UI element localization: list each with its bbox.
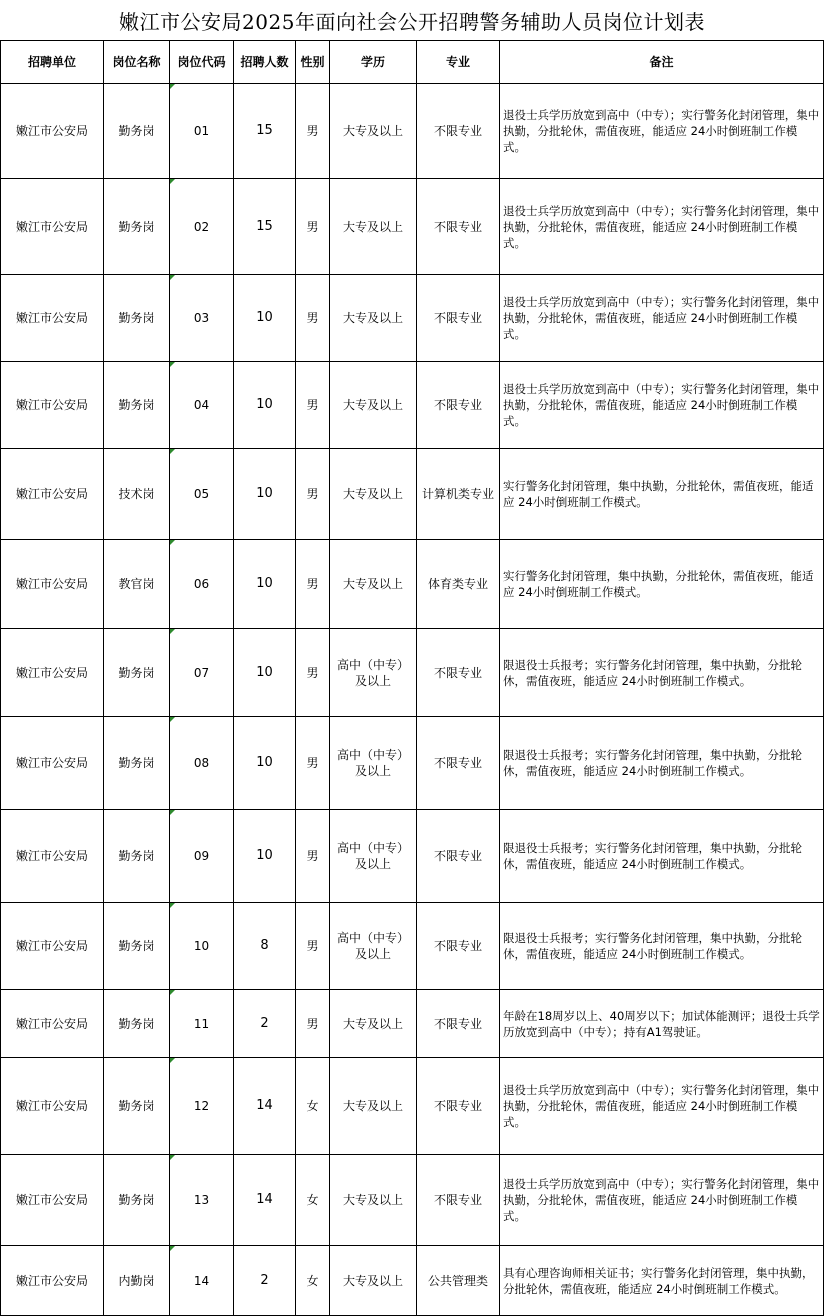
cell-marker-icon	[170, 990, 175, 995]
header-education: 学历	[330, 41, 417, 84]
cell-marker-icon	[170, 275, 175, 280]
cell-gender: 男	[296, 903, 330, 990]
cell-unit: 嫩江市公安局	[1, 903, 104, 990]
cell-post: 勤务岗	[104, 1155, 170, 1246]
cell-code: 11	[170, 990, 234, 1058]
cell-education: 大专及以上	[330, 990, 417, 1058]
table-row	[1, 717, 824, 810]
cell-major: 不限专业	[417, 1155, 500, 1246]
cell-count: 10	[234, 362, 296, 449]
cell-note: 退役士兵学历放宽到高中（中专）；实行警务化封闭管理，集中执勤，分批轮休，需值夜班，能适应 24小时倒班制工作模式。	[500, 84, 824, 179]
cell-unit: 嫩江市公安局	[1, 1246, 104, 1316]
cell-major: 不限专业	[417, 990, 500, 1058]
table-row	[1, 449, 824, 540]
cell-education: 大专及以上	[330, 84, 417, 179]
cell-education: 大专及以上	[330, 1155, 417, 1246]
cell-gender: 男	[296, 810, 330, 903]
header-count: 招聘人数	[234, 41, 296, 84]
cell-post: 勤务岗	[104, 717, 170, 810]
cell-gender: 男	[296, 717, 330, 810]
cell-note: 退役士兵学历放宽到高中（中专）；实行警务化封闭管理，集中执勤，分批轮休，需值夜班，能适应 24小时倒班制工作模式。	[500, 362, 824, 449]
cell-post: 勤务岗	[104, 903, 170, 990]
cell-unit: 嫩江市公安局	[1, 362, 104, 449]
cell-major: 公共管理类	[417, 1246, 500, 1316]
cell-unit: 嫩江市公安局	[1, 84, 104, 179]
cell-marker-icon	[170, 629, 175, 634]
table-row	[1, 84, 824, 179]
cell-post: 技术岗	[104, 449, 170, 540]
cell-note: 具有心理咨询师相关证书；实行警务化封闭管理，集中执勤，分批轮休，需值夜班，能适应 24小时倒班制工作模式。	[500, 1246, 824, 1316]
cell-code: 02	[170, 179, 234, 275]
cell-unit: 嫩江市公安局	[1, 629, 104, 717]
cell-major: 体育类专业	[417, 540, 500, 629]
cell-gender: 女	[296, 1155, 330, 1246]
cell-note: 退役士兵学历放宽到高中（中专）；实行警务化封闭管理，集中执勤，分批轮休，需值夜班，能适应 24小时倒班制工作模式。	[500, 275, 824, 362]
cell-education: 大专及以上	[330, 275, 417, 362]
cell-count: 15	[234, 84, 296, 179]
cell-marker-icon	[170, 179, 175, 184]
table-row	[1, 990, 824, 1058]
cell-gender: 男	[296, 990, 330, 1058]
cell-count: 10	[234, 717, 296, 810]
cell-major: 不限专业	[417, 810, 500, 903]
cell-marker-icon	[170, 540, 175, 545]
cell-unit: 嫩江市公安局	[1, 810, 104, 903]
cell-major: 计算机类专业	[417, 449, 500, 540]
cell-count: 2	[234, 990, 296, 1058]
cell-education: 大专及以上	[330, 1246, 417, 1316]
cell-unit: 嫩江市公安局	[1, 275, 104, 362]
table-row	[1, 810, 824, 903]
cell-marker-icon	[170, 449, 175, 454]
cell-count: 15	[234, 179, 296, 275]
table-row	[1, 1155, 824, 1246]
table-row	[1, 179, 824, 275]
cell-note: 退役士兵学历放宽到高中（中专）；实行警务化封闭管理，集中执勤，分批轮休，需值夜班，能适应 24小时倒班制工作模式。	[500, 179, 824, 275]
cell-unit: 嫩江市公安局	[1, 179, 104, 275]
recruitment-table	[0, 40, 824, 1316]
cell-code: 03	[170, 275, 234, 362]
cell-marker-icon	[170, 717, 175, 722]
cell-post: 勤务岗	[104, 1058, 170, 1155]
cell-note: 限退役士兵报考；实行警务化封闭管理，集中执勤，分批轮休，需值夜班，能适应 24小时倒班制工作模式。	[500, 717, 824, 810]
cell-note: 退役士兵学历放宽到高中（中专）；实行警务化封闭管理，集中执勤，分批轮休，需值夜班，能适应 24小时倒班制工作模式。	[500, 1058, 824, 1155]
cell-code: 14	[170, 1246, 234, 1316]
cell-marker-icon	[170, 810, 175, 815]
table-row	[1, 1058, 824, 1155]
header-code: 岗位代码	[170, 41, 234, 84]
cell-unit: 嫩江市公安局	[1, 1058, 104, 1155]
cell-code: 09	[170, 810, 234, 903]
cell-major: 不限专业	[417, 903, 500, 990]
cell-post: 内勤岗	[104, 1246, 170, 1316]
cell-post: 勤务岗	[104, 84, 170, 179]
cell-post: 勤务岗	[104, 990, 170, 1058]
cell-marker-icon	[170, 84, 175, 89]
cell-code: 10	[170, 903, 234, 990]
cell-unit: 嫩江市公安局	[1, 990, 104, 1058]
cell-marker-icon	[170, 903, 175, 908]
table-row	[1, 275, 824, 362]
table-row	[1, 362, 824, 449]
cell-unit: 嫩江市公安局	[1, 540, 104, 629]
cell-post: 勤务岗	[104, 275, 170, 362]
cell-post: 勤务岗	[104, 629, 170, 717]
cell-note: 实行警务化封闭管理，集中执勤，分批轮休，需值夜班，能适应 24小时倒班制工作模式。	[500, 449, 824, 540]
cell-major: 不限专业	[417, 84, 500, 179]
cell-count: 14	[234, 1155, 296, 1246]
cell-gender: 男	[296, 84, 330, 179]
cell-code: 04	[170, 362, 234, 449]
cell-education: 大专及以上	[330, 540, 417, 629]
cell-gender: 男	[296, 540, 330, 629]
cell-note: 限退役士兵报考；实行警务化封闭管理，集中执勤，分批轮休，需值夜班，能适应 24小时倒班制工作模式。	[500, 629, 824, 717]
cell-note: 实行警务化封闭管理，集中执勤，分批轮休，需值夜班，能适应 24小时倒班制工作模式。	[500, 540, 824, 629]
cell-note: 退役士兵学历放宽到高中（中专）；实行警务化封闭管理，集中执勤，分批轮休，需值夜班，能适应 24小时倒班制工作模式。	[500, 1155, 824, 1246]
cell-code: 07	[170, 629, 234, 717]
cell-code: 12	[170, 1058, 234, 1155]
cell-code: 01	[170, 84, 234, 179]
cell-gender: 男	[296, 629, 330, 717]
cell-count: 10	[234, 810, 296, 903]
table-row	[1, 1246, 824, 1316]
cell-post: 勤务岗	[104, 179, 170, 275]
cell-gender: 男	[296, 275, 330, 362]
cell-post: 勤务岗	[104, 810, 170, 903]
cell-note: 限退役士兵报考；实行警务化封闭管理，集中执勤，分批轮休，需值夜班，能适应 24小时倒班制工作模式。	[500, 810, 824, 903]
cell-gender: 男	[296, 449, 330, 540]
cell-marker-icon	[170, 1155, 175, 1160]
cell-post: 教官岗	[104, 540, 170, 629]
cell-unit: 嫩江市公安局	[1, 449, 104, 540]
cell-post: 勤务岗	[104, 362, 170, 449]
cell-major: 不限专业	[417, 717, 500, 810]
header-row	[1, 41, 824, 84]
cell-education: 大专及以上	[330, 449, 417, 540]
cell-count: 2	[234, 1246, 296, 1316]
cell-education: 高中（中专）及以上	[330, 903, 417, 990]
cell-education: 高中（中专）及以上	[330, 629, 417, 717]
table-row	[1, 540, 824, 629]
cell-major: 不限专业	[417, 362, 500, 449]
cell-code: 13	[170, 1155, 234, 1246]
header-notes: 备注	[500, 41, 824, 84]
cell-gender: 男	[296, 362, 330, 449]
cell-code: 08	[170, 717, 234, 810]
cell-marker-icon	[170, 1246, 175, 1251]
cell-count: 10	[234, 540, 296, 629]
cell-unit: 嫩江市公安局	[1, 717, 104, 810]
header-major: 专业	[417, 41, 500, 84]
cell-education: 大专及以上	[330, 362, 417, 449]
cell-count: 10	[234, 629, 296, 717]
cell-major: 不限专业	[417, 1058, 500, 1155]
cell-count: 10	[234, 275, 296, 362]
header-unit: 招聘单位	[1, 41, 104, 84]
cell-unit: 嫩江市公安局	[1, 1155, 104, 1246]
header-post: 岗位名称	[104, 41, 170, 84]
cell-major: 不限专业	[417, 275, 500, 362]
cell-note: 年龄在18周岁以上、40周岁以下；加试体能测评；退役士兵学历放宽到高中（中专）；持有A1驾驶证。	[500, 990, 824, 1058]
cell-gender: 男	[296, 179, 330, 275]
page-title: 嫩江市公安局2025年面向社会公开招聘警务辅助人员岗位计划表	[119, 9, 705, 34]
cell-count: 8	[234, 903, 296, 990]
cell-education: 高中（中专）及以上	[330, 717, 417, 810]
cell-gender: 女	[296, 1246, 330, 1316]
cell-major: 不限专业	[417, 179, 500, 275]
cell-marker-icon	[170, 362, 175, 367]
cell-major: 不限专业	[417, 629, 500, 717]
table-row	[1, 903, 824, 990]
cell-marker-icon	[170, 1058, 175, 1063]
header-gender: 性别	[296, 41, 330, 84]
table-row	[1, 629, 824, 717]
cell-code: 05	[170, 449, 234, 540]
cell-education: 高中（中专）及以上	[330, 810, 417, 903]
cell-education: 大专及以上	[330, 1058, 417, 1155]
cell-education: 大专及以上	[330, 179, 417, 275]
cell-note: 限退役士兵报考；实行警务化封闭管理，集中执勤，分批轮休，需值夜班，能适应 24小时倒班制工作模式。	[500, 903, 824, 990]
cell-gender: 女	[296, 1058, 330, 1155]
cell-count: 10	[234, 449, 296, 540]
cell-code: 06	[170, 540, 234, 629]
cell-count: 14	[234, 1058, 296, 1155]
